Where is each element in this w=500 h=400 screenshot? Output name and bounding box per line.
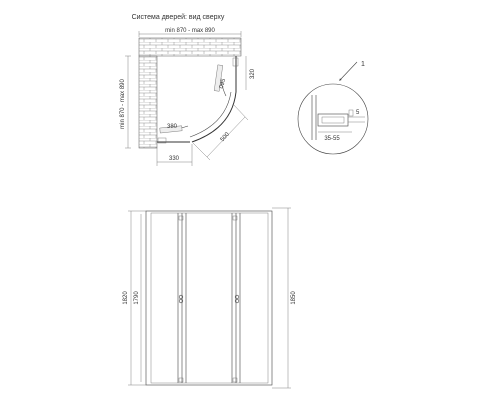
dim-1790-label: 1790 (134, 291, 140, 305)
dim-320-label: 320 (250, 68, 256, 80)
top-view (120, 13, 256, 166)
callout-number: 1 (361, 61, 365, 68)
dim-380-label: 380 (166, 124, 178, 130)
left-wall (139, 56, 157, 148)
height-range-label: min 870 - max 890 (120, 79, 126, 129)
front-view (123, 208, 297, 388)
outer-frame (146, 211, 272, 385)
detail-circle (298, 84, 368, 154)
dim-330-label: 330 (168, 156, 180, 162)
top-wall (139, 38, 241, 56)
dim-095-label: 095 (218, 78, 228, 90)
top-view-title: Система дверей: вид сверху (131, 14, 225, 21)
curved-door-inner (190, 92, 231, 137)
width-range-label: min 870 - max 890 (165, 28, 215, 34)
dim-1820-label: 1820 (123, 291, 129, 305)
dim-range-label: 35-55 (324, 136, 340, 142)
profile-section (318, 114, 348, 126)
dim-500-label: 500 (219, 131, 231, 144)
dim-1850-label: 1850 (291, 291, 297, 305)
callout-arrow (340, 62, 357, 80)
dim-5-label: 5 (356, 110, 360, 116)
detail-callout (298, 61, 368, 154)
